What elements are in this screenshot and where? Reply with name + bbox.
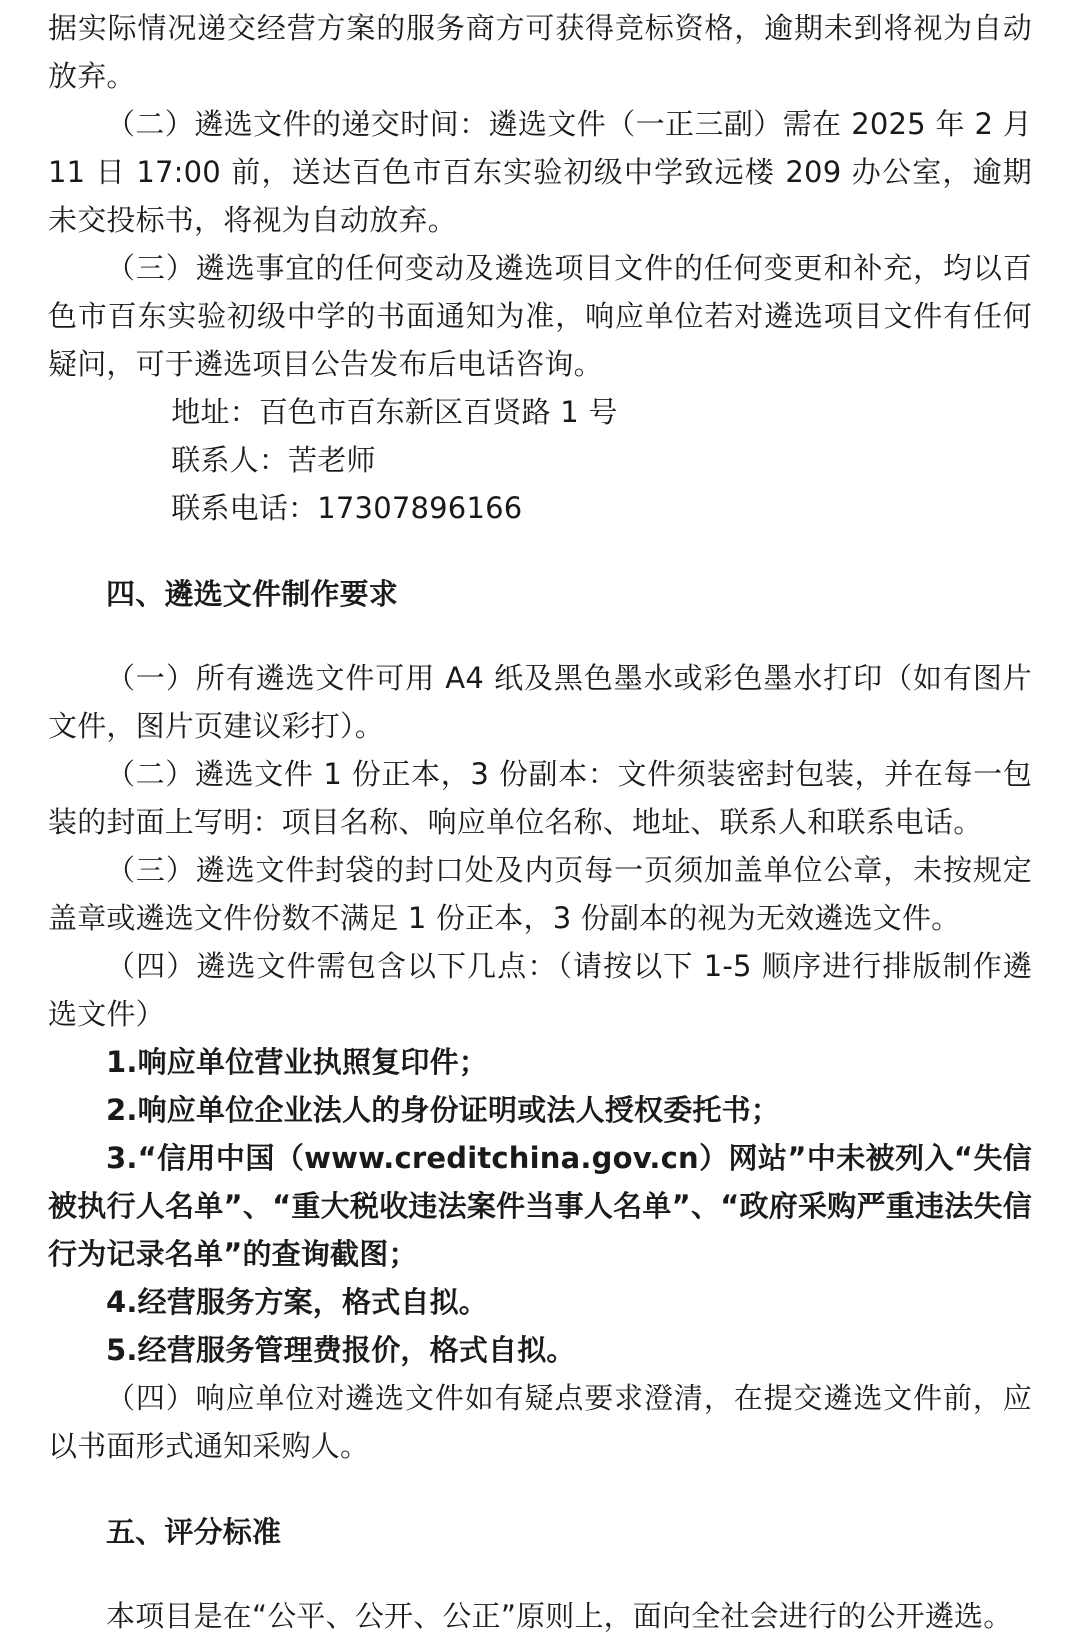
- contact-phone: 联系电话：17307896166: [171, 491, 523, 525]
- section-4-paragraph-3: （三）遴选文件封袋的封口处及内页每一页须加盖单位公章，未按规定盖章或遴选文件份数不满足 1 份正本，3 份副本的视为无效遴选文件。: [48, 853, 1032, 935]
- list-item: 1.响应单位营业执照复印件；: [106, 1045, 488, 1079]
- list-item: 4.经营服务方案，格式自拟。: [106, 1285, 488, 1319]
- paragraph-continuation: 据实际情况递交经营方案的服务商方可获得竞标资格，逾期未到将视为自动放弃。: [48, 11, 1032, 93]
- section-4-paragraph-1: （一）所有遴选文件可用 A4 纸及黑色墨水或彩色墨水打印（如有图片文件，图片页建议彩打）。: [48, 661, 1032, 743]
- list-item: 3.“信用中国（www.creditchina.gov.cn）网站”中未被列入“失信被执行人名单”、“重大税收违法案件当事人名单”、“政府采购严重违法失信行为记录名单”的查询截图；: [48, 1141, 1032, 1271]
- contact-person: 联系人：苦老师: [171, 443, 376, 477]
- section-4-heading: 四、遴选文件制作要求: [106, 577, 399, 611]
- contact-address: 地址：百色市百东新区百贤路 1 号: [171, 395, 618, 429]
- paragraph-submission-time: （二）遴选文件的递交时间：遴选文件（一正三副）需在 2025 年 2 月 11 日 17:00 前，送达百色市百东实验初级中学致远楼 209 办公室，逾期未交投标书，将视为自动放弃。: [48, 107, 1032, 237]
- section-4-paragraph-4: （四）遴选文件需包含以下几点：（请按以下 1-5 顺序进行排版制作遴选文件）: [48, 949, 1032, 1031]
- section-4-paragraph-2: （二）遴选文件 1 份正本，3 份副本：文件须装密封包装，并在每一包装的封面上写明：项目名称、响应单位名称、地址、联系人和联系电话。: [48, 757, 1032, 839]
- section-5-paragraph-1: 本项目是在“公平、公开、公正”原则上，面向全社会进行的公开遴选。: [106, 1599, 1013, 1633]
- list-item: 2.响应单位企业法人的身份证明或法人授权委托书；: [106, 1093, 780, 1127]
- list-item: 5.经营服务管理费报价，格式自拟。: [106, 1333, 576, 1367]
- paragraph-changes-notice: （三）遴选事宜的任何变动及遴选项目文件的任何变更和补充，均以百色市百东实验初级中学的书面通知为准，响应单位若对遴选项目文件有任何疑问，可于遴选项目公告发布后电话咨询。: [48, 251, 1032, 381]
- section-5-heading: 五、评分标准: [106, 1515, 282, 1549]
- section-4-paragraph-5: （四）响应单位对遴选文件如有疑点要求澄清，在提交遴选文件前，应以书面形式通知采购人。: [48, 1381, 1032, 1463]
